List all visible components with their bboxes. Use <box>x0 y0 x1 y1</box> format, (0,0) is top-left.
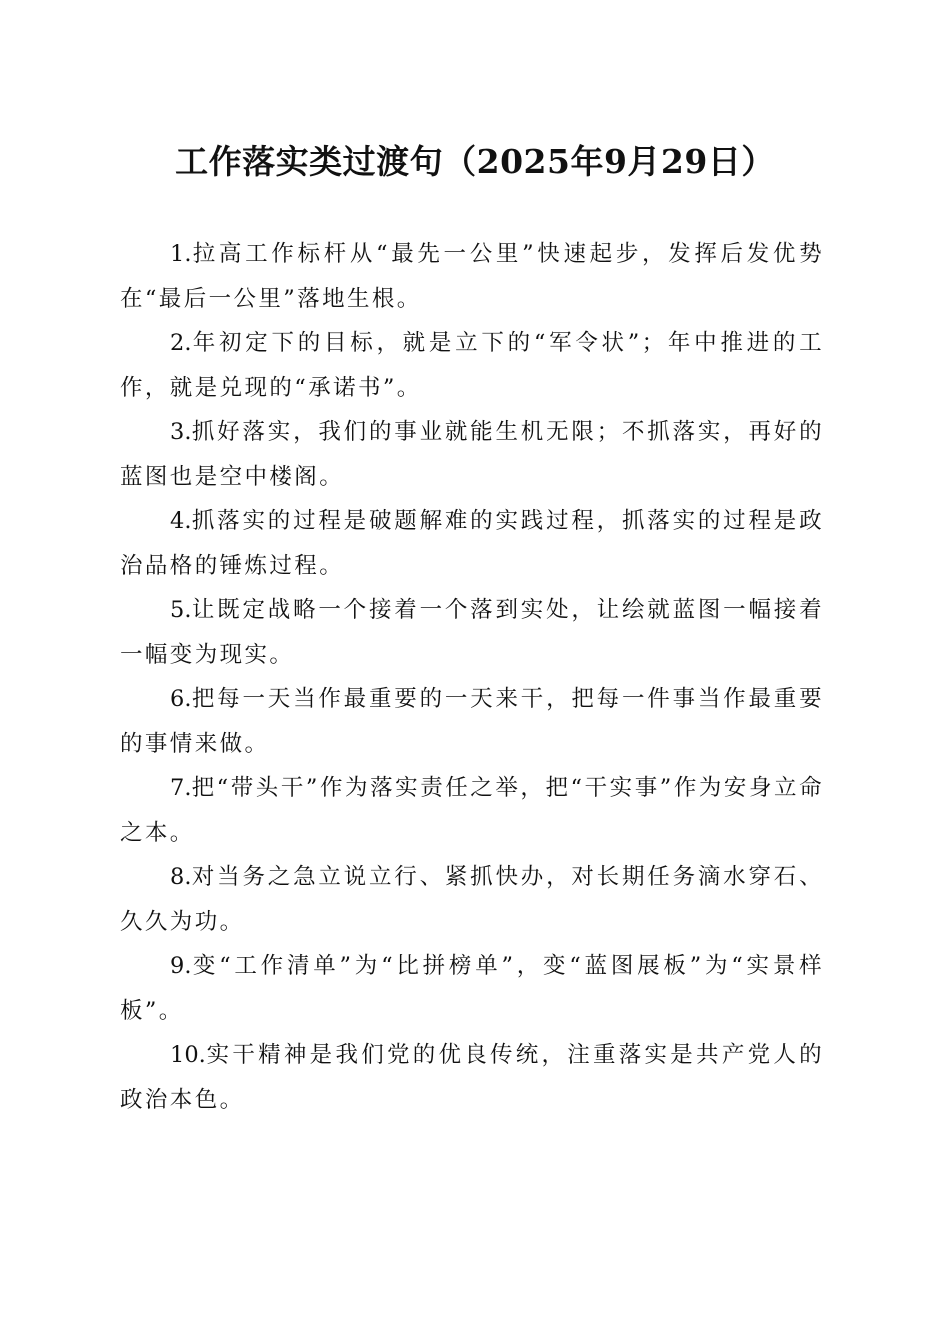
paragraph-text: 对当务之急立说立行、紧抓快办，对长期任务滴水穿石、久久为功。 <box>120 864 824 935</box>
paragraph-7 <box>120 766 824 855</box>
paragraph-1 <box>120 232 824 321</box>
paragraph-6 <box>120 677 824 766</box>
paragraph-text: 实干精神是我们党的优良传统，注重落实是共产党人的政治本色。 <box>120 1042 824 1113</box>
paragraph-10 <box>120 1033 824 1122</box>
paragraph-text: 拉高工作标杆从“最先一公里”快速起步，发挥后发优势在“最后一公里”落地生根。 <box>120 241 824 312</box>
paragraph-3 <box>120 410 824 499</box>
paragraph-number: 8. <box>170 864 192 890</box>
paragraph-text: 年初定下的目标，就是立下的“军令状”；年中推进的工作，就是兑现的“承诺书”。 <box>120 330 824 401</box>
paragraph-number: 1. <box>170 241 192 267</box>
paragraph-number: 10. <box>170 1042 206 1068</box>
paragraph-2 <box>120 321 824 410</box>
paragraph-number: 4. <box>170 508 192 534</box>
paragraph-5 <box>120 588 824 677</box>
paragraph-text: 抓好落实，我们的事业就能生机无限；不抓落实，再好的蓝图也是空中楼阁。 <box>120 419 824 490</box>
paragraph-number: 3. <box>170 419 192 445</box>
paragraph-text: 让既定战略一个接着一个落到实处，让绘就蓝图一幅接着一幅变为现实。 <box>120 597 824 668</box>
paragraph-number: 7. <box>170 775 192 801</box>
document-body <box>120 232 824 1122</box>
document-title: 工作落实类过渡句（2025年9月29日） <box>175 142 775 181</box>
paragraph-4 <box>120 499 824 588</box>
paragraph-text: 把“带头干”作为落实责任之举，把“干实事”作为安身立命之本。 <box>120 775 824 846</box>
paragraph-text: 抓落实的过程是破题解难的实践过程，抓落实的过程是政治品格的锤炼过程。 <box>120 508 824 579</box>
paragraph-number: 5. <box>170 597 192 623</box>
paragraph-9 <box>120 944 824 1033</box>
paragraph-number: 2. <box>170 330 192 356</box>
paragraph-text: 把每一天当作最重要的一天来干，把每一件事当作最重要的事情来做。 <box>120 686 824 757</box>
paragraph-number: 9. <box>170 953 192 979</box>
paragraph-8 <box>120 855 824 944</box>
paragraph-number: 6. <box>170 686 192 712</box>
paragraph-text: 变“工作清单”为“比拼榜单”，变“蓝图展板”为“实景样板”。 <box>120 953 824 1024</box>
